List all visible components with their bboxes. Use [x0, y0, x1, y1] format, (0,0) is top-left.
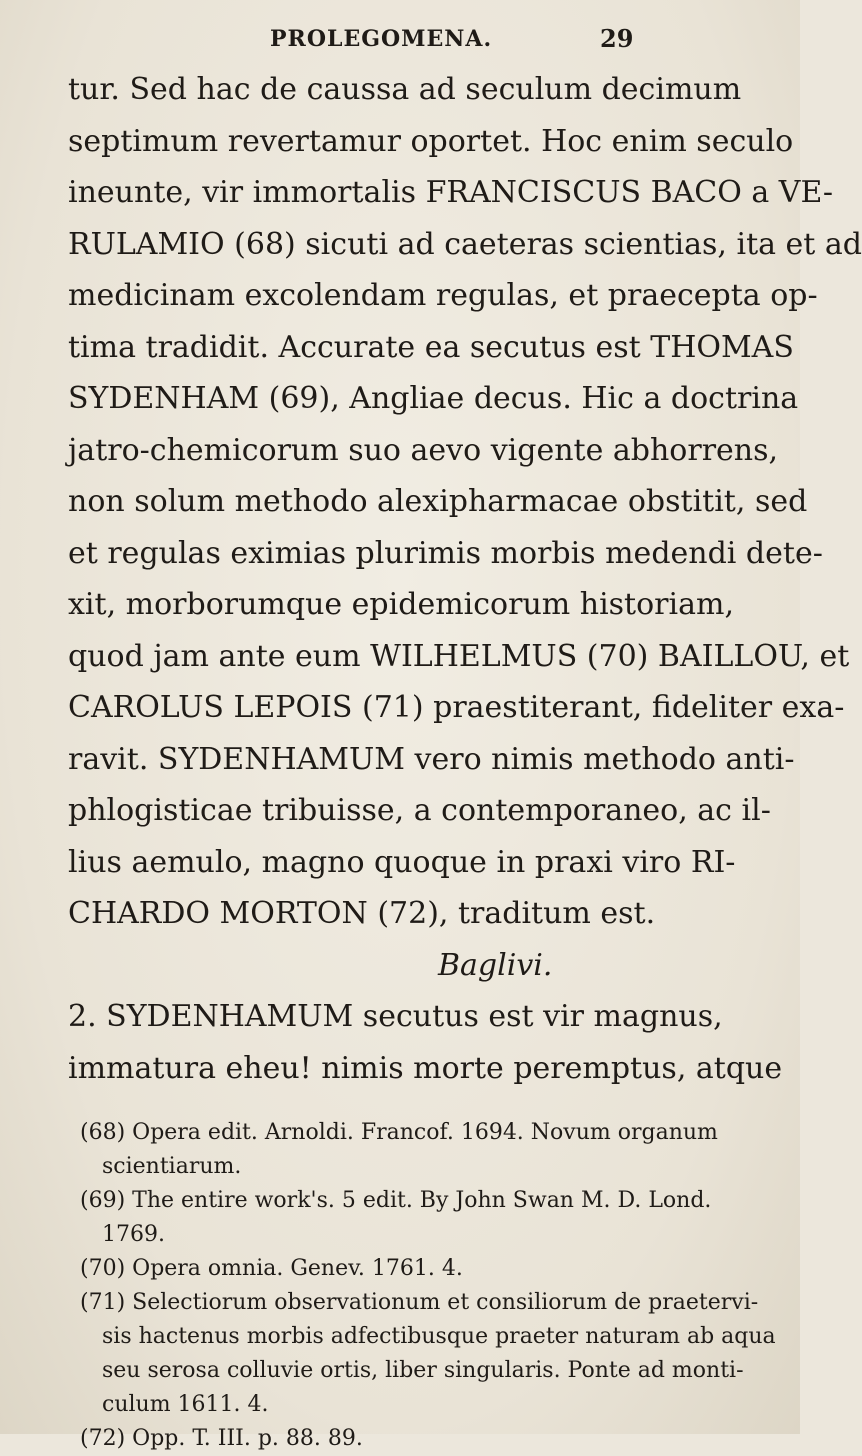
footnote-69-cont: 1769.: [102, 1222, 165, 1247]
footnote-68-cont: scientiarum.: [102, 1154, 242, 1179]
text-line: tima tradidit. Accurate ea secutus est THOMAS: [68, 329, 794, 365]
footnote-72: (72) Opp. T. III. p. 88. 89.: [80, 1426, 363, 1451]
page-header: [68, 20, 764, 64]
citation-signature: Baglivi.: [438, 947, 553, 983]
main-paragraph: [68, 64, 862, 991]
text-line: quod jam ante eum WILHELMUS (70) BAILLOU, et: [68, 638, 850, 674]
footnote-69: (69) The entire work's. 5 edit. By John Swan M. D. Lond.: [80, 1188, 712, 1213]
text-line: 2. SYDENHAMUM secutus est vir magnus,: [68, 999, 723, 1034]
text-line: non solum methodo alexipharmacae obstitit, sed: [68, 484, 808, 519]
text-line: immatura eheu! nimis morte peremptus, atque: [68, 1050, 783, 1086]
text-line: ineunte, vir immortalis FRANCISCUS BACO a VE-: [68, 175, 834, 210]
footnote-71: (71) Selectiorum observationum et consiliorum de praetervi-: [80, 1290, 759, 1315]
text-line: jatro-chemicorum suo aevo vigente abhorrens,: [68, 432, 779, 468]
running-title: PROLEGOMENA.: [270, 26, 493, 52]
text-line: RULAMIO (68) sicuti ad caeteras scientias, ita et ad: [68, 226, 862, 262]
text-line: SYDENHAM (69), Angliae decus. Hic a doctrina: [68, 381, 799, 416]
footnote-68: (68) Opera edit. Arnoldi. Francof. 1694. Novum organum: [80, 1120, 718, 1145]
text-line: septimum revertamur oportet. Hoc enim seculo: [68, 123, 794, 159]
text-line: CAROLUS LEPOIS (71) praestiterant, fideliter exa-: [68, 690, 845, 725]
footnote-71-cont: sis hactenus morbis adfectibusque praeter naturam ab aqua: [102, 1324, 776, 1349]
text-line: et regulas eximias plurimis morbis medendi dete-: [68, 535, 823, 571]
text-line: CHARDO MORTON (72), traditum est.: [68, 896, 656, 931]
footnotes: [68, 1116, 776, 1456]
second-paragraph: [68, 991, 783, 1094]
footnote-71-cont: seu serosa colluvie ortis, liber singularis. Ponte ad monti-: [102, 1358, 744, 1383]
text-line: lius aemulo, magno quoque in praxi viro RI-: [68, 844, 736, 880]
footnote-71-cont: culum 1611. 4.: [102, 1392, 269, 1417]
text-line: phlogisticae tribuisse, a contemporaneo, ac il-: [68, 793, 771, 828]
text-line: ravit. SYDENHAMUM vero nimis methodo anti-: [68, 741, 795, 777]
text-line: medicinam excolendam regulas, et praecepta op-: [68, 278, 818, 313]
text-line: tur. Sed hac de caussa ad seculum decimum: [68, 72, 742, 107]
footnote-70: (70) Opera omnia. Genev. 1761. 4.: [80, 1256, 463, 1281]
page-number: 29: [600, 24, 634, 53]
text-line: xit, morborumque epidemicorum historiam,: [68, 587, 734, 622]
